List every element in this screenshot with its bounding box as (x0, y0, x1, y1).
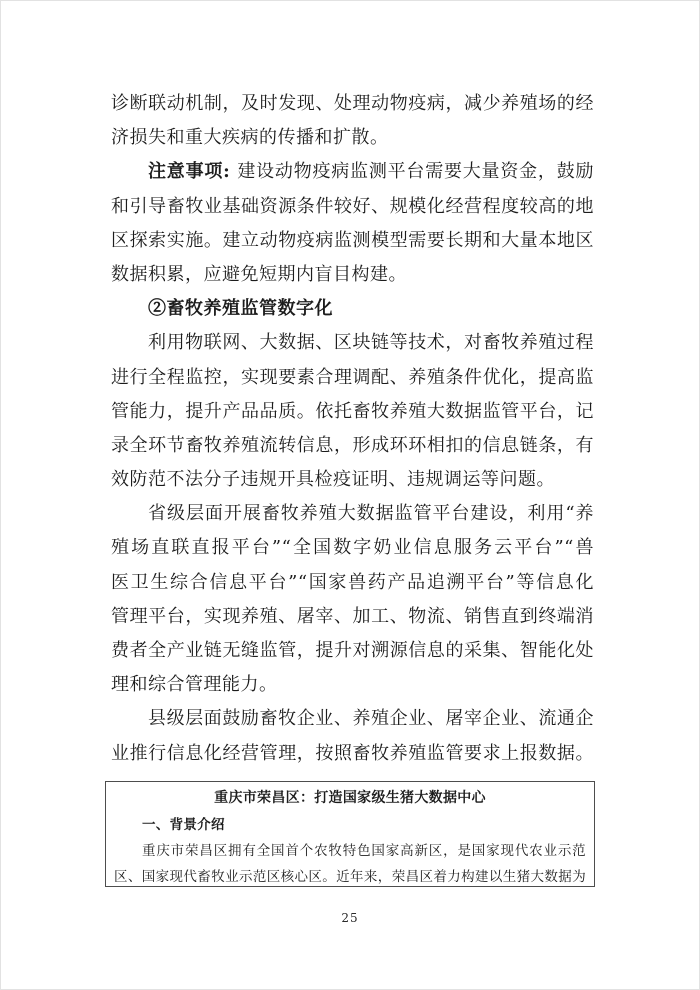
bold-lead-in: 注意事项: (148, 161, 238, 183)
text-line: 和引导畜牧业基础资源条件较好、规模化经营程度较高的地 (111, 195, 594, 217)
text-line: 业推行信息化经营管理，按照畜牧养殖监管要求上报数据。 (111, 742, 594, 764)
text-line: 效防范不法分子违规开具检疫证明、违规调运等问题。 (111, 469, 555, 491)
text-line: 理和综合管理能力。 (111, 674, 278, 696)
text-line: 县级层面鼓励畜牧企业、养殖企业、屠宰企业、流通企 (148, 708, 594, 730)
text-line: 数据积累，应避免短期内盲目构建。 (111, 263, 407, 285)
case-study-box (105, 781, 595, 887)
text-line: 录全环节畜牧养殖流转信息，形成环环相扣的信息链条，有 (111, 434, 594, 456)
text-line: 区探索实施。建立动物疫病监测模型需要长期和大量本地区 (111, 229, 594, 251)
text-line: ②畜牧养殖监管数字化 (148, 298, 333, 320)
text-line: 一、背景介绍 (142, 817, 225, 833)
text-line: 医卫生综合信息平台”“国家兽药产品追溯平台”等信息化 (111, 571, 594, 593)
text-line: 管能力，提升产品品质。依托畜牧养殖大数据监管平台，记 (111, 400, 594, 422)
page-number: 25 (341, 911, 359, 925)
body-text (111, 87, 594, 771)
text-line: 殖场直联直报平台”“全国数字奶业信息服务云平台”“兽 (111, 537, 594, 559)
case-study-title: 重庆市荣昌区：打造国家级生猪大数据中心 (214, 790, 486, 806)
text-line: 省级层面开展畜牧养殖大数据监管平台建设，利用“养 (148, 503, 594, 525)
text-line: 济损失和重大疾病的传播和扩散。 (111, 127, 389, 149)
text-line: 利用物联网、大数据、区块链等技术，对畜牧养殖过程 (148, 332, 594, 354)
text-line: 重庆市荣昌区拥有全国首个农牧特色国家高新区，是国家现代农业示范 (142, 843, 586, 859)
text-line: 管理平台，实现养殖、屠宰、加工、物流、销售直到终端消 (111, 605, 594, 627)
text-line: 注意事项: 建设动物疫病监测平台需要大量资金，鼓励 (148, 161, 594, 183)
text-line: 诊断联动机制，及时发现、处理动物疫病，减少养殖场的经 (111, 93, 594, 114)
text-line: 费者全产业链无缝监管，提升对溯源信息的采集、智能化处 (111, 640, 594, 661)
case-study-body (114, 812, 586, 887)
text-line: 进行全程监控，实现要素合理调配、养殖条件优化，提高监 (111, 366, 594, 388)
text-line: 区、国家现代畜牧业示范区核心区。近年来，荣昌区着力构建以生猪大数据为 (114, 869, 586, 885)
